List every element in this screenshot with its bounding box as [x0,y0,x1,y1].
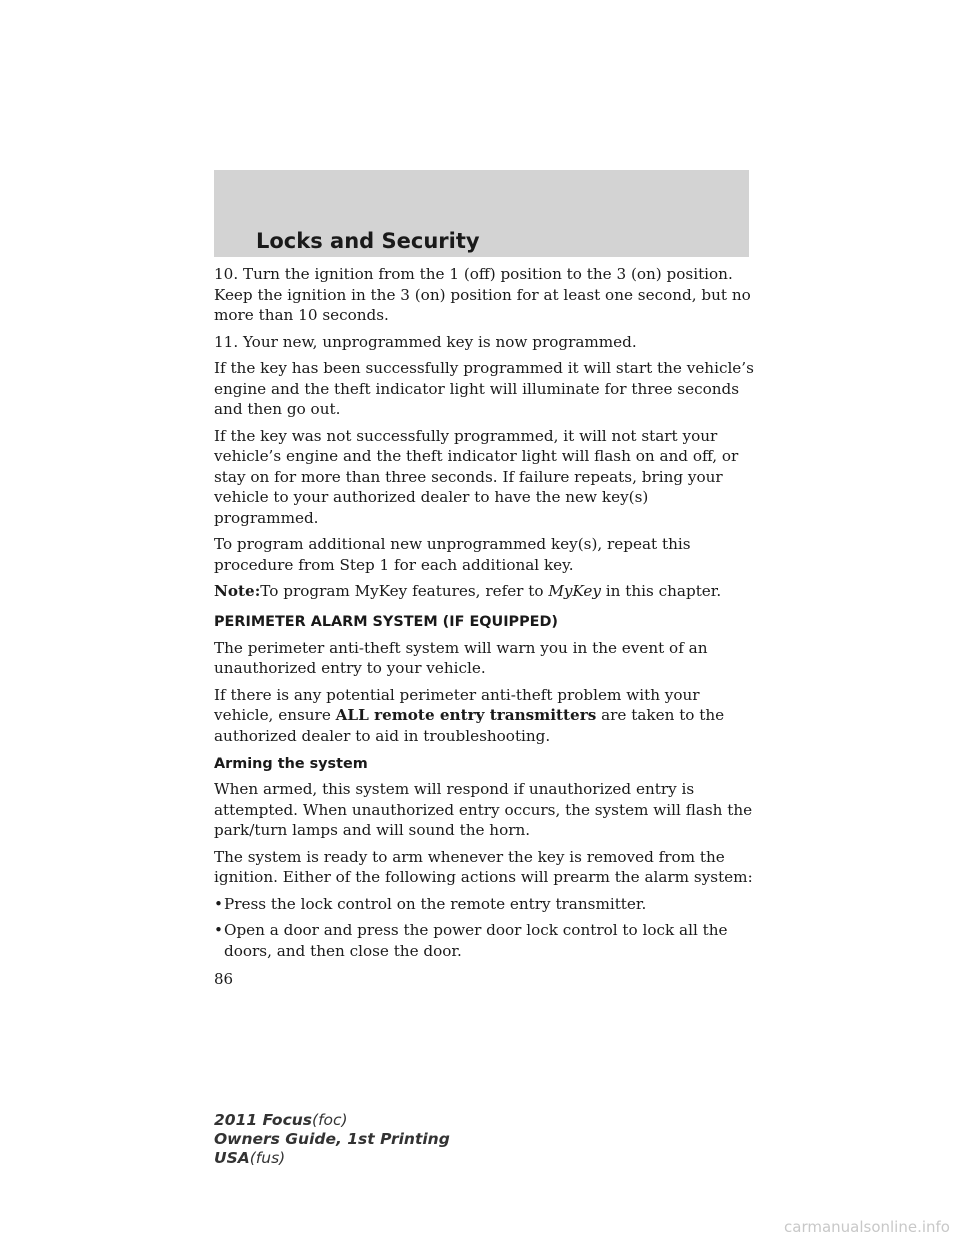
page-number: 86 [214,970,234,988]
remote-transmitters-emphasis: ALL remote entry transmitters [335,706,597,724]
step-11-paragraph: 11. Your new, unprogrammed key is now programmed. [214,332,637,351]
armed-behavior-paragraph: When armed, this system will respond if unauthorized entry is attempted. When unauthorized entry occurs, the system will flash the park/turn lamps and will sound the horn. [214,780,753,839]
mykey-reference: MyKey [548,582,601,600]
footer-market-code: (fus) [249,1149,286,1167]
success-paragraph: If the key has been successfully programmed it will start the vehicle’s engine and the theft indicator light will illuminate for three seconds and then go out. [214,359,754,418]
section-title: Locks and Security [256,229,480,253]
bullet-icon: • [214,921,223,939]
ready-to-arm-paragraph: The system is ready to arm whenever the key is removed from the ignition. Either of the following actions will prearm the alarm system: [214,847,753,886]
document-footer [214,1111,450,1168]
watermark: carmanualsonline.info [784,1218,950,1236]
perimeter-alarm-heading: PERIMETER ALARM SYSTEM (IF EQUIPPED) [214,613,559,630]
note-text-after: in this chapter. [600,582,722,600]
perimeter-intro-paragraph: The perimeter anti-theft system will warn you in the event of an unauthorized entry to your vehicle. [214,638,708,677]
troubleshoot-text-after: are taken to the authorized dealer to aid in troubleshooting. [214,706,725,745]
failure-paragraph: If the key was not successfully programmed, it will not start your vehicle’s engine and the theft indicator light will flash on and off, or stay on for more than three seconds. If failure repeats, bring your vehicle to your authorized dealer to have the new key(s) programmed. [214,426,739,527]
bullet-icon: • [214,894,223,913]
list-item [214,894,754,915]
footer-model-code: (foc) [312,1111,348,1129]
note-text-before: To program MyKey features, refer to [260,582,549,600]
arming-heading: Arming the system [214,756,368,772]
footer-model: 2011 Focus [214,1111,313,1129]
footer-printing: Owners Guide, 1st Printing [214,1130,450,1148]
step-10-paragraph: 10. Turn the ignition from the 1 (off) position to the 3 (on) position. Keep the ignition in the 3 (on) position for at least one second, but no more than 10 seconds. [214,265,751,324]
list-item [214,920,754,961]
additional-keys-paragraph: To program additional new unprogrammed key(s), repeat this procedure from Step 1 for each additional key. [214,535,691,574]
list-item-text: Press the lock control on the remote entry transmitter. [224,894,647,913]
footer-market: USA [214,1149,250,1167]
list-item-text: Open a door and press the power door lock control to lock all the doors, and then close the door. [224,921,728,960]
note-label: Note: [214,582,261,600]
footer-line-market [214,1149,450,1168]
footer-line-model [214,1111,450,1130]
note-paragraph [214,581,754,602]
page-content [214,264,754,967]
troubleshoot-text-before: If there is any potential perimeter anti-theft problem with your vehicle, ensure [214,685,700,724]
perimeter-troubleshoot-paragraph [214,685,754,747]
